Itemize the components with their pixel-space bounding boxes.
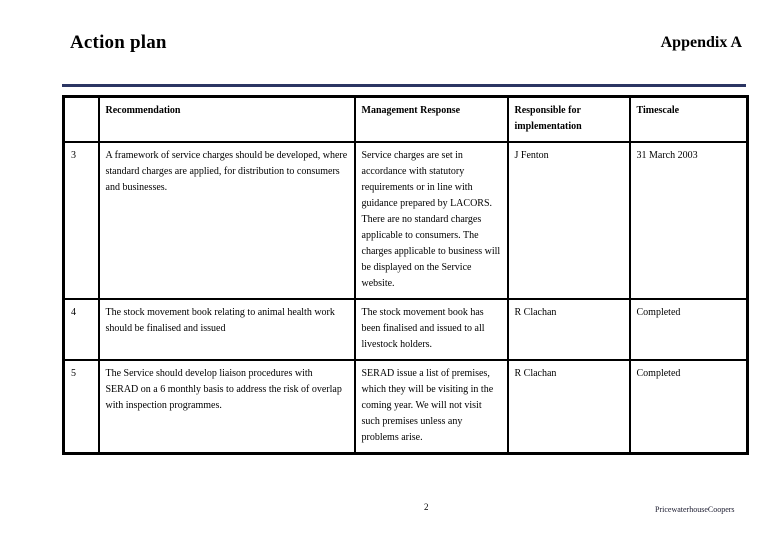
responsible-cell: R Clachan [508,360,630,454]
recommendation-cell: The stock movement book relating to animal health work should be finalised and issued [99,299,355,360]
timescale-cell: Completed [630,360,748,454]
timescale-cell: Completed [630,299,748,360]
action-plan-table [62,95,749,455]
row-number: 3 [64,142,99,299]
column-header-responsible: Responsible for implementation [508,97,630,143]
table-header-row [64,97,748,143]
table-row [64,360,748,454]
column-header-recommendation: Recommendation [99,97,355,143]
header-divider [62,84,746,87]
row-number: 5 [64,360,99,454]
row-number: 4 [64,299,99,360]
recommendation-cell: The Service should develop liaison procedures with SERAD on a 6 monthly basis to address the risk of overlap with inspection programmes. [99,360,355,454]
page-number: 2 [424,502,429,512]
column-header-timescale: Timescale [630,97,748,143]
table-row [64,299,748,360]
column-header-management-response: Management Response [355,97,508,143]
appendix-label: Appendix A [660,34,742,51]
column-header-number [64,97,99,143]
management-response-cell: The stock movement book has been finalised and issued to all livestock holders. [355,299,508,360]
responsible-cell: R Clachan [508,299,630,360]
timescale-cell: 31 March 2003 [630,142,748,299]
management-response-cell: Service charges are set in accordance with statutory requirements or in line with guidance prepared by LACORS. There are no standard charges applicable to consumers. The charges applicable to business will be displayed on the Service website. [355,142,508,299]
responsible-cell: J Fenton [508,142,630,299]
footer-brand: PricewaterhouseCoopers [655,505,735,514]
page-title: Action plan [70,32,167,53]
recommendation-cell: A framework of service charges should be developed, where standard charges are applied, for distribution to consumers and businesses. [99,142,355,299]
management-response-cell: SERAD issue a list of premises, which they will be visiting in the coming year. We will not visit such premises unless any problems arise. [355,360,508,454]
table-row [64,142,748,299]
